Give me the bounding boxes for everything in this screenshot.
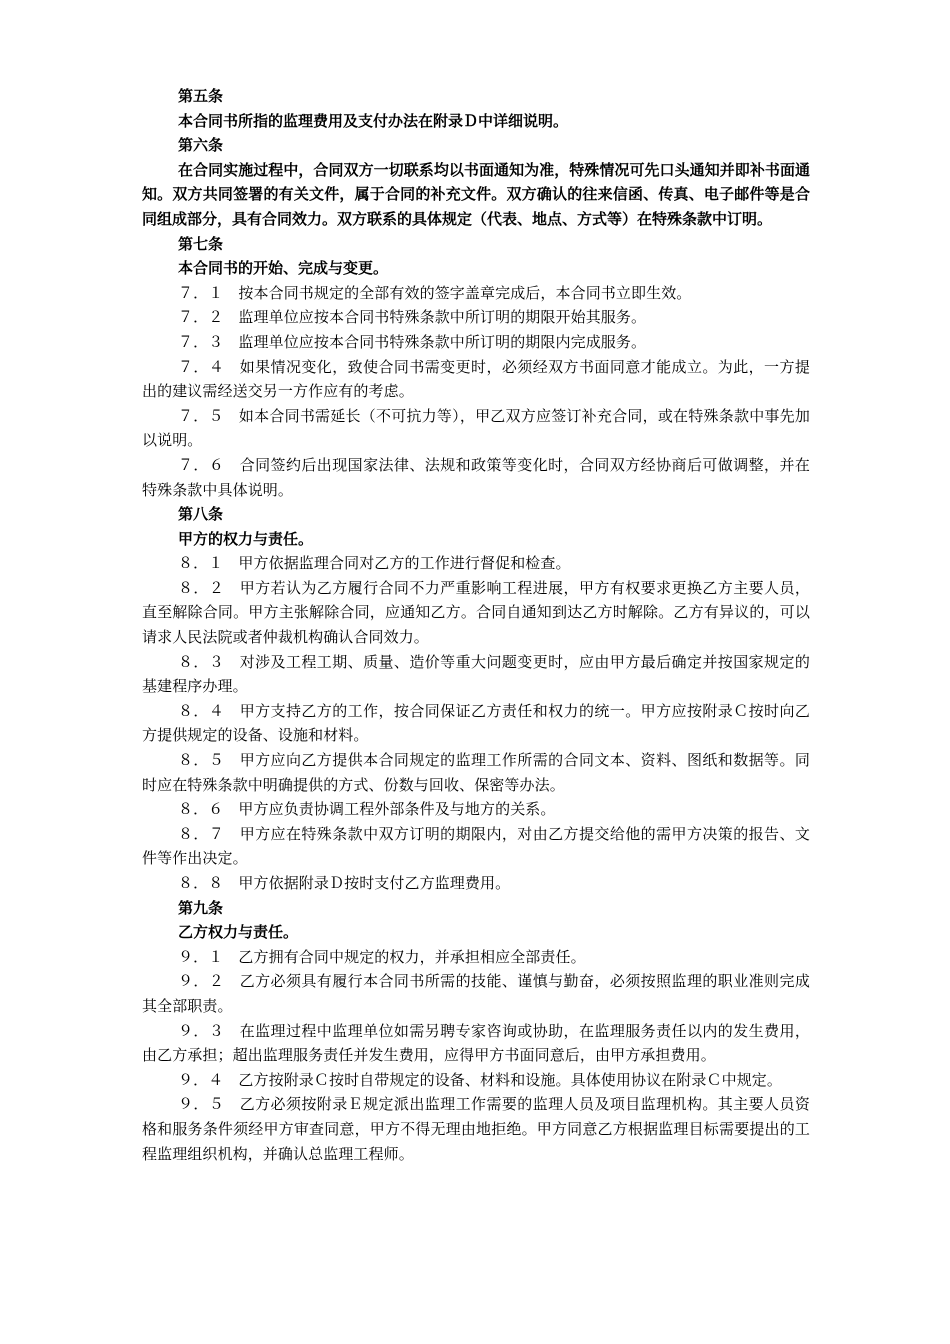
clause-7-4: ７．４ 如果情况变化，致使合同书需变更时，必须经双方书面同意才能成立。为此，一方提出的建议需经送交另一方作应有的考虑。 xyxy=(142,357,810,401)
article-8-heading: 第八条 xyxy=(178,505,224,524)
article-9-subheading: 乙方权力与责任。 xyxy=(178,923,299,942)
clause-7-2: ７．２ 监理单位应按本合同书特殊条款中所订明的期限开始其服务。 xyxy=(178,308,647,327)
clause-7-3: ７．３ 监理单位应按本合同书特殊条款中所订明的期限内完成服务。 xyxy=(178,332,647,351)
clause-8-6: ８．６ 甲方应负责协调工程外部条件及与地方的关系。 xyxy=(178,800,556,819)
clause-9-5: ９．５ 乙方必须按附录Ｅ规定派出监理工作需要的监理人员及项目监理机构。其主要人员资格和服务条件须经甲方审查同意，甲方不得无理由地拒绝。甲方同意乙方根据监理目标需要提出的工程监理组织机构，并确认总监理工程师。 xyxy=(142,1095,810,1163)
clause-9-3: ９．３ 在监理过程中监理单位如需另聘专家咨询或协助，在监理服务责任以内的发生费用，由乙方承担；超出监理服务责任并发生费用，应得甲方书面同意后，由甲方承担费用。 xyxy=(142,1021,810,1065)
clause-9-4: ９．４ 乙方按附录Ｃ按时自带规定的设备、材料和设施。具体使用协议在附录Ｃ中规定。 xyxy=(178,1070,783,1089)
clause-9-2: ９．２ 乙方必须具有履行本合同书所需的技能、谨慎与勤奋，必须按照监理的职业准则完成其全部职责。 xyxy=(142,972,810,1015)
clause-8-1: ８．１ 甲方依据监理合同对乙方的工作进行督促和检查。 xyxy=(178,554,571,573)
clause-8-8: ８．８ 甲方依据附录Ｄ按时支付乙方监理费用。 xyxy=(178,874,511,892)
clause-8-3: ８．３ 对涉及工程工期、质量、造价等重大问题变更时，应由甲方最后确定并按国家规定的基建程序办理。 xyxy=(142,652,810,696)
article-5-subheading: 本合同书所指的监理费用及支付办法在附录Ｄ中详细说明。 xyxy=(178,111,569,130)
article-5-heading: 第五条 xyxy=(178,87,224,105)
article-6-subheading: 在合同实施过程中，合同双方一切联系均以书面通知为准，特殊情况可先口头通知并即补书面通知。双方共同签署的有关文件，属于合同的补充文件。双方确认的往来信函、传真、电子邮件等是合同组成部分，具有合同效力。双方联系的具体规定（代表、地点、方式等）在特殊条款中订明。 xyxy=(142,160,810,228)
article-7-heading: 第七条 xyxy=(178,234,224,253)
article-8-subheading: 甲方的权力与责任。 xyxy=(178,529,314,548)
clause-7-6: ７．６ 合同签约后出现国家法律、法规和政策等变化时，合同双方经协商后可做调整，并在特殊条款中具体说明。 xyxy=(142,455,810,499)
article-6-heading: 第六条 xyxy=(178,136,224,155)
article-9-heading: 第九条 xyxy=(178,898,224,917)
clause-9-1: ９．１ 乙方拥有合同中规定的权力，并承担相应全部责任。 xyxy=(178,947,586,966)
clause-8-2: ８．２ 甲方若认为乙方履行合同不力严重影响工程进展，甲方有权要求更换乙方主要人员，直至解除合同。甲方主张解除合同，应通知乙方。合同自通知到达乙方时解除。乙方有异议的，可以请求人民法院或者仲裁机构确认合同效力。 xyxy=(142,578,810,647)
clause-7-5: ７．５ 如本合同书需延长（不可抗力等），甲乙双方应签订补充合同，或在特殊条款中事先加以说明。 xyxy=(142,406,810,450)
clause-8-5: ８．５ 甲方应向乙方提供本合同规定的监理工作所需的合同文本、资料、图纸和数据等。同时应在特殊条款中明确提供的方式、份数与回收、保密等办法。 xyxy=(142,751,810,794)
clause-8-7: ８．７ 甲方应在特殊条款中双方订明的期限内，对由乙方提交给他的需甲方决策的报告、文件等作出决定。 xyxy=(142,824,810,868)
clause-8-4: ８．４ 甲方支持乙方的工作，按合同保证乙方责任和权力的统一。甲方应按附录Ｃ按时向乙方提供规定的设备、设施和材料。 xyxy=(142,701,810,745)
clause-7-1: ７．１ 按本合同书规定的全部有效的签字盖章完成后，本合同书立即生效。 xyxy=(178,283,692,302)
article-7-subheading: 本合同书的开始、完成与变更。 xyxy=(178,259,389,278)
